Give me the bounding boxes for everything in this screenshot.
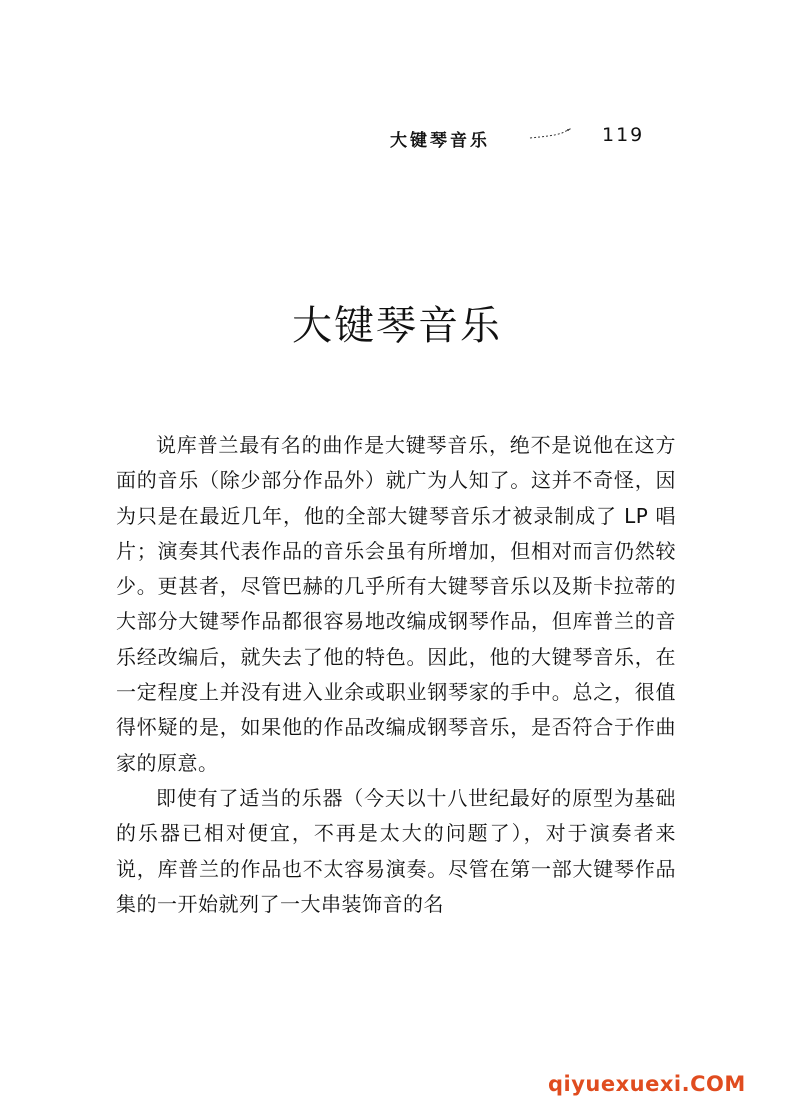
running-header — [390, 124, 650, 154]
body-text — [116, 428, 676, 922]
site-watermark: qiyuexuexi.COM — [548, 1072, 746, 1096]
paragraph-1: 说库普兰最有名的曲作是大键琴音乐，绝不是说他在这方面的音乐（除少部分作品外）就广为人知了。这并不奇怪，因为只是在最近几年，他的全部大键琴音乐才被录制成了 LP 唱片；演奏其代表作品的音乐会虽有所增加，但相对而言仍然较少。更甚者，尽管巴赫的几乎所有大键琴音乐以及斯卡拉蒂的大部分大键琴作品都很容易地改编成钢琴作品，但库普兰的音乐经改编后，就失去了他的特色。因此，他的大键琴音乐，在一定程度上并没有进入业余或职业钢琴家的手中。总之，很值得怀疑的是，如果他的作品改编成钢琴音乐，是否符合于作曲家的原意。 — [116, 433, 676, 775]
header-ornament-icon — [528, 126, 574, 140]
chapter-title: 大键琴音乐 — [292, 303, 502, 349]
paragraph-2: 即使有了适当的乐器（今天以十八世纪最好的原型为基础的乐器已相对便宜，不再是太大的问题了），对于演奏者来说，库普兰的作品也不太容易演奏。尽管在第一部大键琴作品集的一开始就列了一大串装饰音的名 — [116, 785, 676, 916]
page-number: 119 — [602, 124, 645, 146]
running-header-title: 大键琴音乐 — [390, 131, 490, 151]
